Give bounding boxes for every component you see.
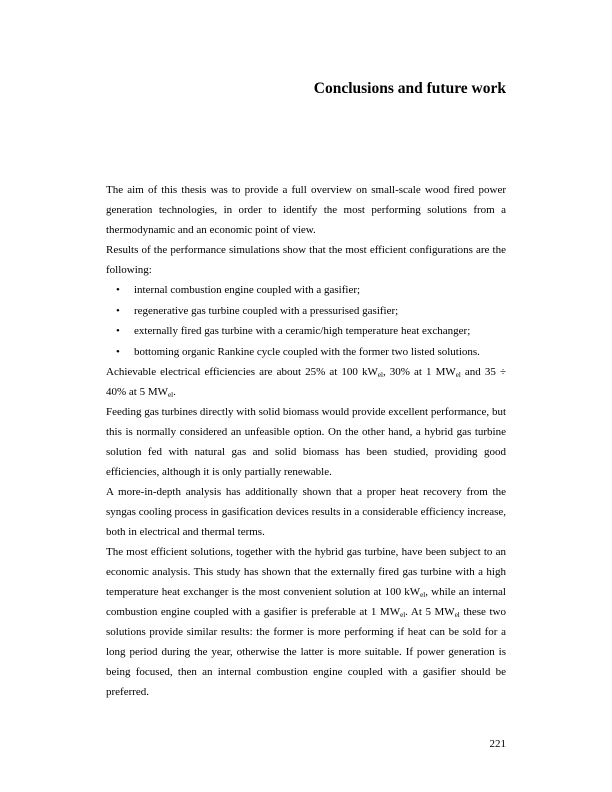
paragraph-efficiencies: Achievable electrical efficiencies are about 25% at 100 $kW_{el}$, 30% at 1 $MW_{el}$ and 35 ÷ 40% at 5 $MW_{el}$.	[106, 366, 507, 399]
paragraph-heat-recovery: A more-in-depth analysis has additionally shown that a proper heat recovery from the syngas cooling process in gasification devices results in a considerable efficiency increase, both in electrical and thermal terms.	[106, 486, 506, 538]
paragraph-gas-turbines: Feeding gas turbines directly with solid biomass would provide excellent performance, but this is normally considered an unfeasible option. On the other hand, a hybrid gas turbine solution fed with natural gas and solid biomass has been studied, providing good efficiencies, although it is only partially renewable.	[106, 406, 506, 478]
configuration-list	[106, 280, 506, 362]
page-number: 221	[489, 738, 506, 750]
bullet-icon: •	[116, 284, 120, 296]
bullet-icon: •	[116, 345, 120, 358]
body-text	[106, 180, 506, 702]
list-item: • internal combustion engine coupled with a gasifier;	[106, 280, 506, 301]
list-item: • bottoming organic Rankine cycle coupled with the former two listed solutions.	[106, 342, 506, 363]
list-item: • regenerative gas turbine coupled with a pressurised gasifier;	[106, 301, 506, 322]
list-item: • externally fired gas turbine with a ceramic/high temperature heat exchanger;	[106, 321, 506, 342]
bullet-icon: •	[116, 325, 120, 337]
bullet-icon: •	[116, 304, 120, 317]
paragraph-results: Results of the performance simulations show that the most efficient configurations are the following:	[106, 244, 506, 276]
paragraph-aim: The aim of this thesis was to provide a full overview on small-scale wood fired power generation technologies, in order to identify the most performing solutions from a thermodynamic and an economic point of view.	[106, 184, 506, 236]
chapter-title: Conclusions and future work	[313, 80, 506, 97]
paragraph-economic: The most efficient solutions, together with the hybrid gas turbine, have been subject to an economic analysis. This study has shown that the externally fired gas turbine with a high temperature heat exchanger is the most convenient solution at 100 $kW_{el}$, while an internal combustion engine coupled with a gasifier is preferable at 1 $MW_{el}$. At 5 $MW_{el}$ these two solutions provide similar results: the former is more performing if heat can be sold for a long period during the year, otherwise the latter is more suitable. If power generation is being focused, then an internal combustion engine coupled with a gasifier should be preferred.	[106, 546, 506, 698]
